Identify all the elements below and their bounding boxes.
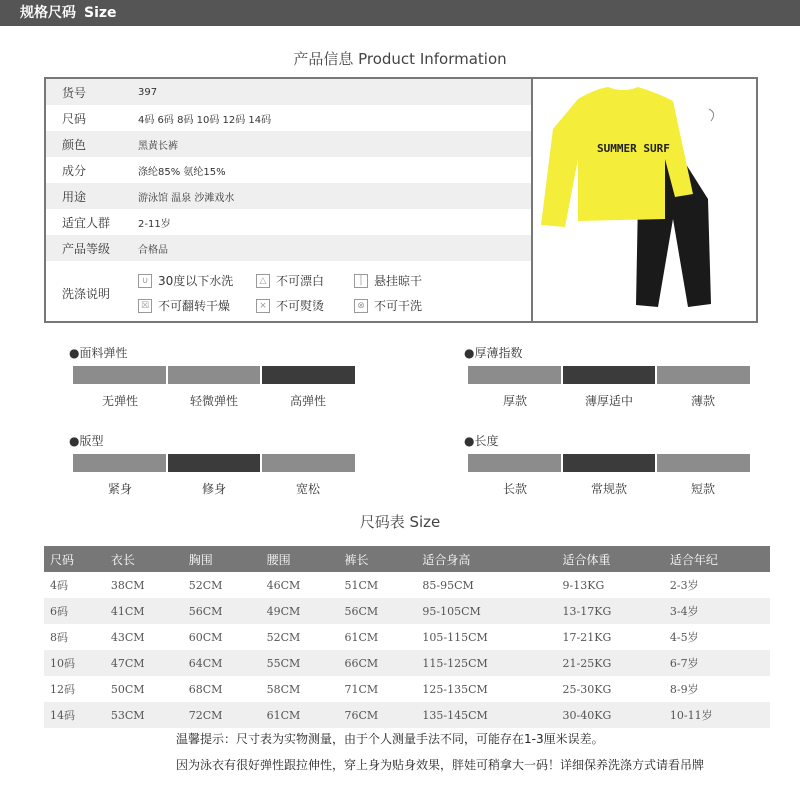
scale-option: 紧身 [107,482,132,496]
table-row [44,702,770,728]
info-value: 黑黄长裤 [138,140,178,152]
table-cell: 14码 [44,702,105,728]
table-cell: 8-9岁 [669,683,699,696]
info-value: 4码 6码 8码 10码 12码 14码 [138,114,272,126]
scale-segment [262,454,355,472]
table-cell: 135-145CM [416,702,556,728]
table-cell: 10-11岁 [664,702,770,728]
table-cell: 38CM [110,578,145,592]
care-label: 不可干洗 [374,299,423,313]
table-cell: 66CM [339,650,417,676]
info-row [46,235,531,261]
table-cell: 61CM [261,702,339,728]
info-value: 游泳馆 温泉 沙滩戏水 [138,192,235,204]
note-2: 因为泳衣有很好弹性跟拉伸性，穿上身为贴身效果，胖娃可稍拿大一码！详细保养洗涤方式请看吊牌 [176,758,705,772]
table-cell: 2-3岁 [669,579,699,592]
table-cell: 46CM [266,578,301,592]
column-header: 尺码 [44,546,105,572]
table-cell: 64CM [183,650,261,676]
table-cell: 13-17KG [557,598,664,624]
column-header: 适合身高 [416,546,556,572]
table-cell: 105-115CM [422,630,488,644]
care-label: 不可漂白 [276,274,325,288]
care-symbol-icon: ∪ [138,274,152,288]
scale-option: 长款 [502,482,527,496]
column-header: 胸围 [183,546,261,572]
scale-option: 短款 [690,482,715,496]
table-cell: 17-21KG [562,630,612,644]
scale-segment [657,454,750,472]
scale-segment [563,454,656,472]
info-value: 合格品 [138,244,168,256]
info-key: 适宜人群 [62,215,111,230]
care-symbol-icon: │ [354,274,368,288]
care-label: 30度以下水洗 [158,274,234,288]
table-cell: 55CM [261,650,339,676]
info-key: 成分 [62,163,87,178]
scale-option: 无弹性 [101,394,138,408]
info-key: 用途 [62,189,87,204]
scale-option: 薄款 [690,394,715,408]
table-cell: 115-125CM [416,650,556,676]
table-row [44,676,770,702]
table-cell: 30-40KG [557,702,664,728]
column-header: 适合体重 [557,546,664,572]
table-cell: 47CM [105,650,183,676]
product-info-table [44,77,531,323]
info-row [46,105,531,131]
attribute-label: ●面料弹性 [69,346,128,360]
product-info-title: 产品信息 Product Information [293,50,507,68]
info-row [46,209,531,235]
table-cell: 125-135CM [422,682,488,696]
info-value: 涤纶85% 氨纶15% [138,166,226,178]
table-cell: 49CM [261,598,339,624]
table-row [44,572,770,598]
scale-segment [468,454,561,472]
scale-segment [168,454,261,472]
scale-option: 轻微弹性 [189,394,238,408]
wash-row [46,261,531,325]
info-row [46,79,531,105]
table-cell: 9-13KG [562,578,605,592]
care-symbol-icon: ☒ [138,299,152,313]
attribute-label: ●版型 [69,434,104,448]
product-image [531,77,758,323]
scale-segment [563,366,656,384]
care-label: 不可翻转干燥 [158,299,231,313]
scale-option: 高弹性 [289,394,326,408]
table-cell: 6-7岁 [664,650,770,676]
table-cell: 10码 [44,650,105,676]
attribute-scale [464,344,750,409]
info-row [46,131,531,157]
shirt-print: SUMMER SURF [597,142,670,155]
size-table [44,546,770,728]
care-symbol-icon: △ [256,274,270,288]
scale-segment [468,366,561,384]
scale-segment [262,366,355,384]
scale-segment [168,366,261,384]
scale-segment [73,454,166,472]
table-cell: 56CM [183,598,261,624]
table-cell: 51CM [344,578,379,592]
attribute-scale [69,344,355,409]
info-key: 颜色 [62,137,87,152]
size-title: 尺码表 Size [359,513,441,531]
column-header: 适合年纪 [664,546,770,572]
table-row [44,650,770,676]
table-cell: 8码 [50,631,68,644]
table-cell: 43CM [110,630,145,644]
info-key: 尺码 [62,111,87,126]
section-header [0,0,800,26]
table-cell: 3-4岁 [664,598,770,624]
table-cell: 68CM [188,682,223,696]
table-cell: 12码 [50,683,75,696]
scale-segment [73,366,166,384]
attribute-label: ●长度 [464,434,499,448]
table-cell: 58CM [266,682,301,696]
info-value: 2-11岁 [138,218,171,230]
table-cell: 72CM [183,702,261,728]
column-header: 衣长 [105,546,183,572]
table-cell: 41CM [105,598,183,624]
table-cell: 61CM [344,630,379,644]
attribute-scale [464,432,750,497]
table-cell: 60CM [188,630,223,644]
table-row [44,624,770,650]
scale-option: 厚款 [502,394,527,408]
attribute-label: ●厚薄指数 [464,346,523,360]
scale-option: 修身 [201,482,226,496]
table-cell: 4-5岁 [669,631,699,644]
table-row [44,598,770,624]
scale-option: 薄厚适中 [584,394,633,408]
table-cell: 85-95CM [422,578,474,592]
table-cell: 53CM [105,702,183,728]
table-cell: 6码 [44,598,105,624]
scale-segment [657,366,750,384]
info-row [46,183,531,209]
column-header: 裤长 [339,546,417,572]
scale-option: 常规款 [590,482,627,496]
header-cn: 规格尺码 [20,5,76,21]
table-cell: 25-30KG [562,682,612,696]
info-key: 产品等级 [62,241,111,256]
info-key: 洗涤说明 [62,286,111,301]
care-symbol-icon: ⨯ [256,299,270,313]
table-cell: 52CM [266,630,301,644]
table-cell: 76CM [339,702,417,728]
care-label: 悬挂晾干 [374,274,423,288]
info-key: 货号 [62,85,87,100]
care-symbol-icon: ⊗ [354,299,368,313]
table-cell: 4码 [50,579,68,592]
header-en: Size [84,5,117,21]
column-header: 腰围 [261,546,339,572]
table-cell: 56CM [339,598,417,624]
table-cell: 71CM [344,682,379,696]
table-cell: 52CM [188,578,223,592]
scale-option: 宽松 [295,482,320,496]
table-cell: 95-105CM [416,598,556,624]
note-1: 温馨提示：尺寸表为实物测量，由于个人测量手法不同，可能存在1-3厘米误差。 [176,732,604,746]
table-cell: 21-25KG [557,650,664,676]
info-value: 397 [138,86,158,98]
care-label: 不可熨烫 [276,299,325,313]
attribute-scale [69,432,355,497]
info-row [46,157,531,183]
table-cell: 50CM [110,682,145,696]
